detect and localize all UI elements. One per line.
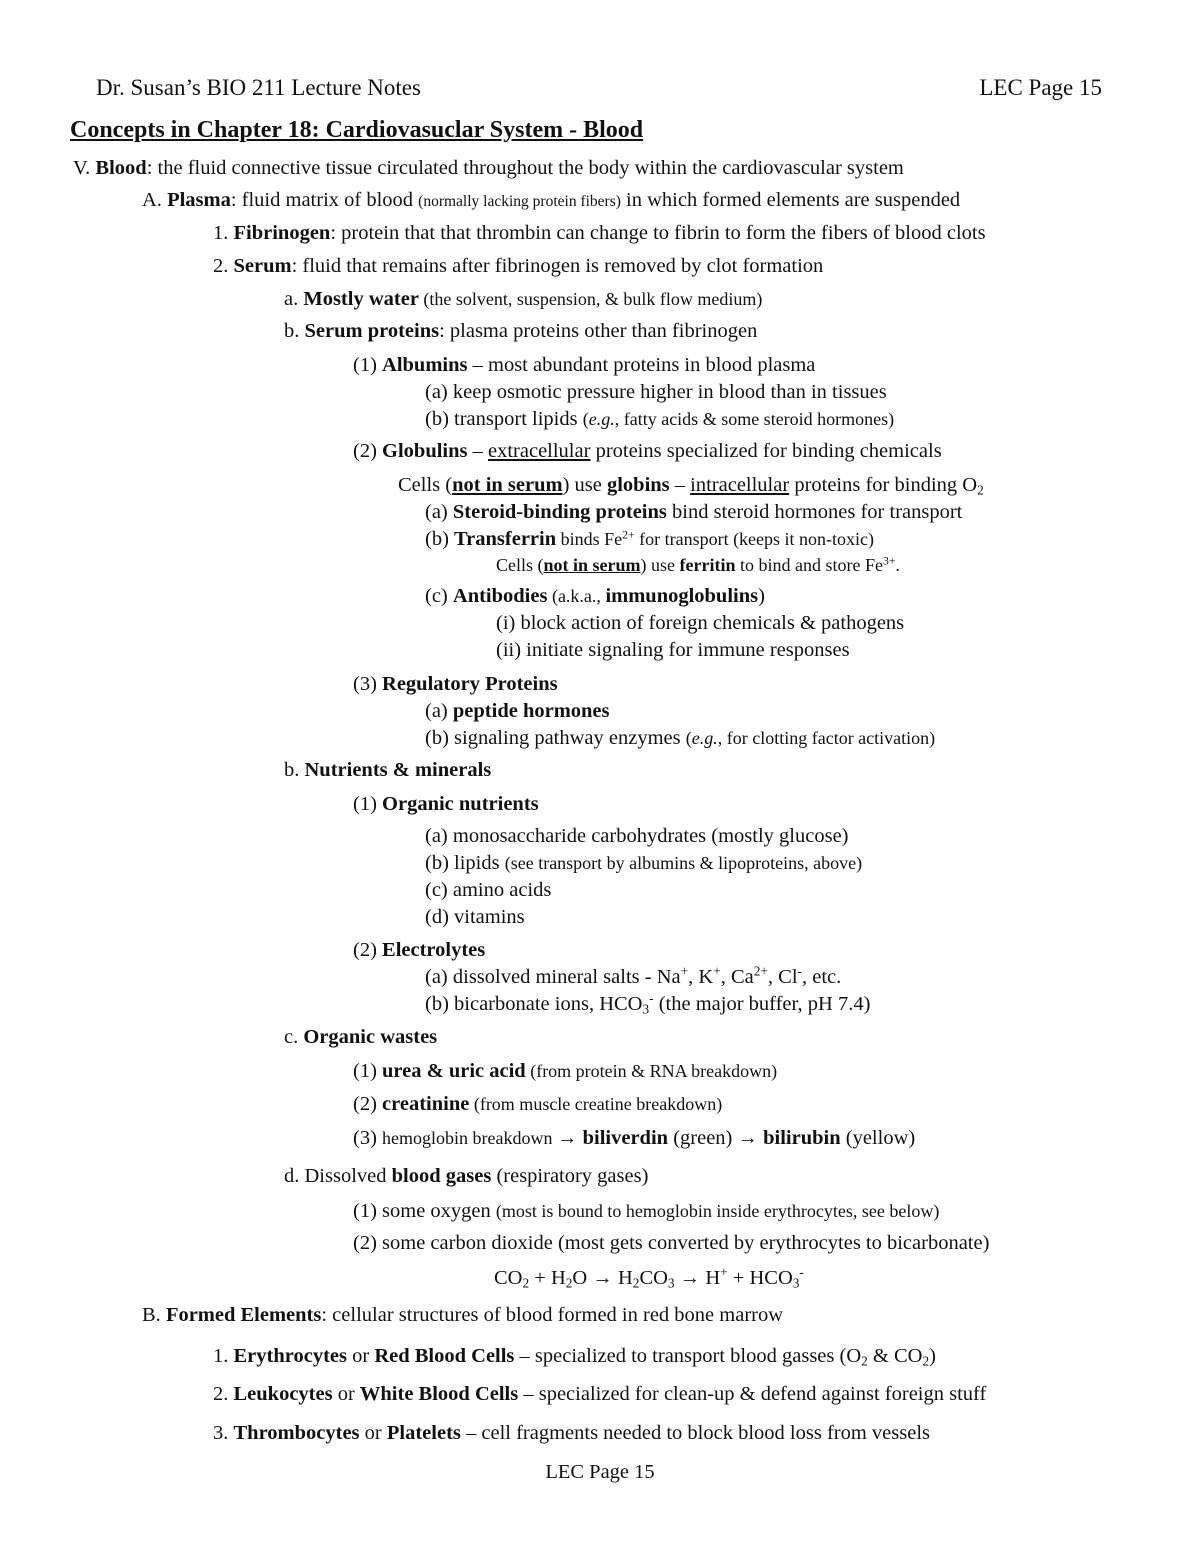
globins-note: Cells (not in serum) use globins – intracellular proteins for binding $O_2$ <box>398 474 984 498</box>
outline-item-b3b: (b) signaling pathway enzymes (e.g., for clotting factor activation) <box>425 727 936 749</box>
outline-item-b2: (2) Globulins – extracellular proteins specialized for binding chemicals <box>353 440 942 462</box>
outline-item-d2: (2) some carbon dioxide (most gets converted by erythrocytes to bicarbonate) <box>353 1232 990 1254</box>
outline-item-c3: (3) hemoglobin breakdown → biliverdin (green) → bilirubin (yellow) <box>353 1127 916 1149</box>
page-title: Concepts in Chapter 18: Cardiovasuclar System - Blood <box>70 117 644 143</box>
outline-item-b2b: (b) Transferrin binds $Fe^{2+}$ for transport (keeps it non-toxic) <box>425 528 875 550</box>
outline-item-n1: (1) Organic nutrients <box>353 793 539 815</box>
outline-item-n1d: (d) vitamins <box>425 906 525 928</box>
page-header-right: LEC Page 15 <box>979 75 1102 100</box>
outline-item-nutrients: b. Nutrients & minerals <box>284 759 492 781</box>
bicarbonate-equation: $CO_2 + H_2O \to H_2CO_3 \to H^+ + HCO_3^-$ <box>494 1264 804 1291</box>
outline-item-b1b: (b) transport lipids (e.g., fatty acids & some steroid hormones) <box>425 408 895 430</box>
outline-item-b2cii: (ii) initiate signaling for immune responses <box>496 639 850 661</box>
outline-item-B2: 2. Leukocytes or White Blood Cells – specialized for clean-up & defend against foreign stuff <box>213 1383 987 1405</box>
outline-item-b1: (1) Albumins – most abundant proteins in blood plasma <box>353 354 816 376</box>
outline-item-n1c: (c) amino acids <box>425 879 552 901</box>
outline-item-b2ci: (i) block action of foreign chemicals & pathogens <box>496 612 905 634</box>
outline-item-c2: (2) creatinine (from muscle creatine breakdown) <box>353 1093 723 1115</box>
outline-item-b: b. Serum proteins: plasma proteins other than fibrinogen <box>284 320 758 342</box>
outline-item-A1: 1. Fibrinogen: protein that that thrombin can change to fibrin to form the fibers of blood clots <box>213 222 986 244</box>
outline-item-b1a: (a) keep osmotic pressure higher in blood than in tissues <box>425 381 887 403</box>
outline-item-a: a. Mostly water (the solvent, suspension, & bulk flow medium) <box>284 288 763 310</box>
outline-item-n1a: (a) monosaccharide carbohydrates (mostly glucose) <box>425 825 849 847</box>
outline-item-d1: (1) some oxygen (most is bound to hemoglobin inside erythrocytes, see below) <box>353 1200 940 1222</box>
outline-item-A: A. Plasma: fluid matrix of blood (normally lacking protein fibers) in which formed elements are suspended <box>142 189 961 211</box>
outline-item-c1: (1) urea & uric acid (from protein & RNA breakdown) <box>353 1060 778 1082</box>
outline-item-b2a: (a) Steroid-binding proteins bind steroid hormones for transport <box>425 501 963 523</box>
outline-item-n2: (2) Electrolytes <box>353 939 486 961</box>
outline-item-b2c: (c) Antibodies (a.k.a., immunoglobulins) <box>425 585 765 607</box>
outline-item-d: d. Dissolved blood gases (respiratory gases) <box>284 1165 649 1187</box>
outline-item-b3: (3) Regulatory Proteins <box>353 673 558 695</box>
outline-item-n2b: (b) bicarbonate ions, $HCO_3^-$ (the major buffer, pH 7.4) <box>425 990 871 1017</box>
outline-item-n2a: (a) dissolved mineral salts - Na+, K+, $Ca^{2+}$, Cl-, etc. <box>425 963 842 988</box>
outline-item-b3a: (a) peptide hormones <box>425 700 610 722</box>
outline-item-B: B. Formed Elements: cellular structures of blood formed in red bone marrow <box>142 1304 784 1326</box>
outline-item-n1b: (b) lipids (see transport by albumins & lipoproteins, above) <box>425 852 863 874</box>
page-footer: LEC Page 15 <box>545 1461 655 1483</box>
outline-item-B3: 3. Thrombocytes or Platelets – cell fragments needed to block blood loss from vessels <box>213 1422 930 1444</box>
outline-item-V: V. Blood: the fluid connective tissue circulated throughout the body within the cardiovascular system <box>73 157 904 179</box>
page-header-left: Dr. Susan’s BIO 211 Lecture Notes <box>96 75 421 100</box>
outline-item-A2: 2. Serum: fluid that remains after fibrinogen is removed by clot formation <box>213 255 824 277</box>
ferritin-note: Cells (not in serum) use ferritin to bind and store $Fe^{3+}$. <box>496 554 900 575</box>
outline-item-c: c. Organic wastes <box>284 1026 438 1048</box>
outline-item-B1: 1. Erythrocytes or Red Blood Cells – specialized to transport blood gasses ($O_2$ & $CO_2$) <box>213 1345 936 1369</box>
